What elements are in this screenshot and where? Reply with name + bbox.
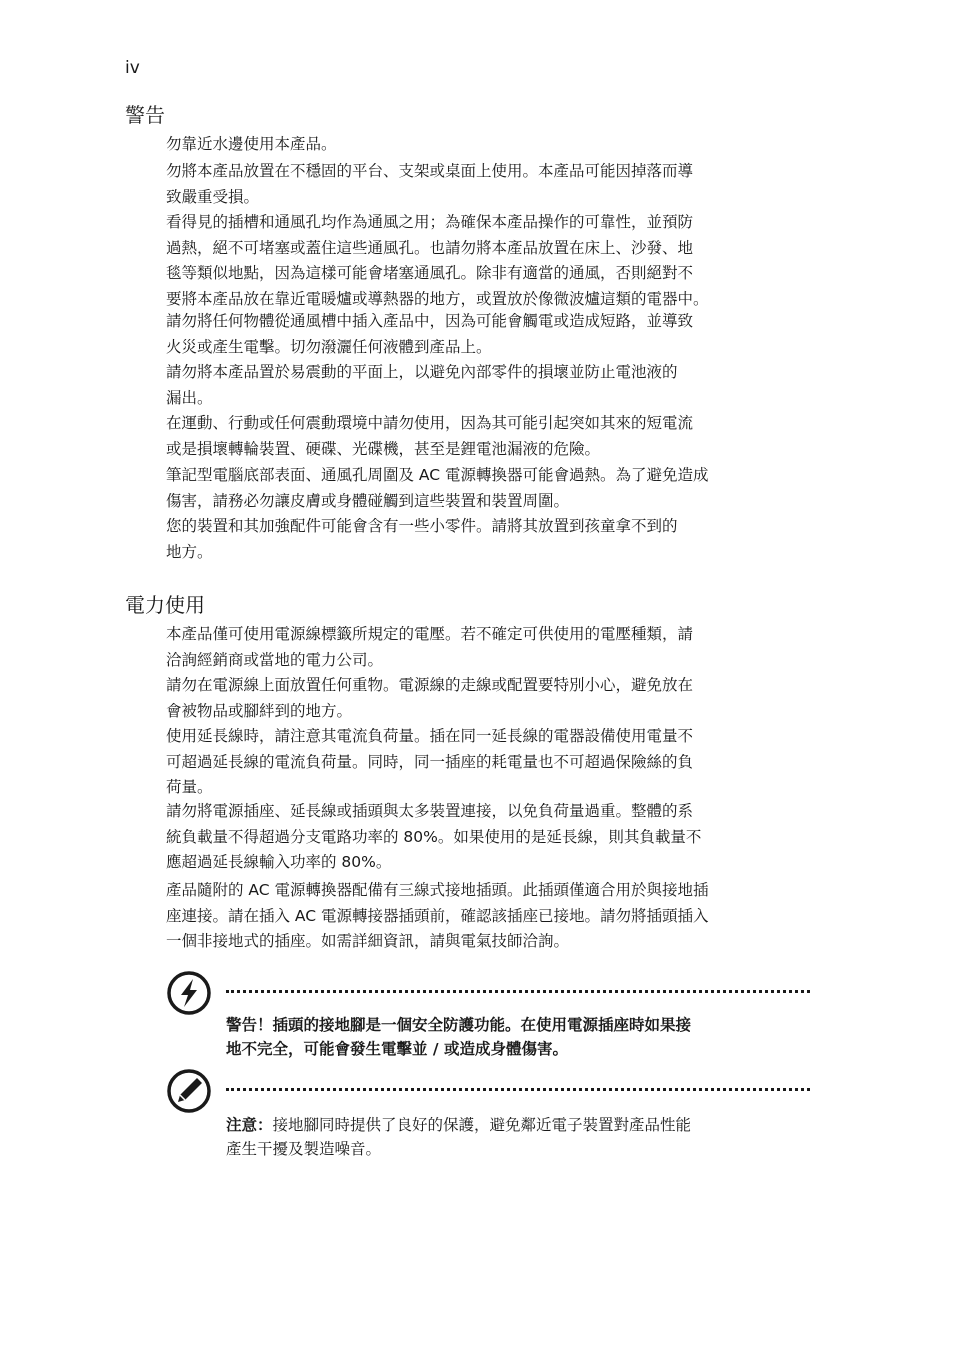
note-notice-text: 注意：接地腳同時提供了良好的保護，避免鄰近電子裝置對產品性能 產生干擾及製造噪音。 [226, 1116, 692, 1158]
power-paragraph-2: 請勿在電源線上面放置任何重物。電源線的走線或配置要特別小心，避免放在 會被物品或腳絆到的地方。 [166, 676, 694, 720]
warning-paragraph-2: 勿將本產品放置在不穩固的平台、支架或桌面上使用。本產品可能因掉落而導 致嚴重受損。 [166, 162, 694, 206]
warning-paragraph-8: 您的裝置和其加強配件可能會含有一些小零件。請將其放置到孩童拿不到的 地方。 [166, 517, 678, 561]
warning-paragraph-5: 請勿將本產品置於易震動的平面上，以避免內部零件的損壞並防止電池液的 漏出。 [166, 363, 678, 407]
note-divider [226, 1088, 810, 1091]
power-paragraph-5: 產品隨附的 AC 電源轉換器配備有三線式接地插頭。此插頭僅適合用於與接地插 座連接。請在插入 AC 電源轉接器插頭前，確認該插座已接地。請勿將插頭插入 一個非接地式的插座。如需詳細資訊，請與電氣技師洽詢。 [166, 881, 709, 950]
page-number: iv [125, 58, 140, 78]
power-heading: 電力使用 [125, 593, 205, 617]
power-paragraph-3: 使用延長線時，請注意其電流負荷量。插在同一延長線的電器設備使用電量不 可超過延長線的電流負荷量。同時，同一插座的耗電量也不可超過保險絲的負 荷量。 [166, 727, 694, 796]
lightning-icon [166, 970, 212, 1016]
warning-paragraph-7: 筆記型電腦底部表面、通風孔周圍及 AC 電源轉換器可能會過熱。為了避免造成 傷害，請務必勿讓皮膚或身體碰觸到這些裝置和裝置周圍。 [166, 466, 709, 510]
warning-heading: 警告 [125, 103, 165, 127]
warning-paragraph-1: 勿靠近水邊使用本產品。 [166, 135, 337, 153]
note-label: 注意： [226, 1116, 273, 1134]
warning-divider [226, 990, 810, 993]
warning-notice-text: 警告！插頭的接地腳是一個安全防護功能。在使用電源插座時如果接 地不完全，可能會發生電擊並 / 或造成身體傷害。 [226, 1016, 692, 1058]
warning-paragraph-3: 看得見的插槽和通風孔均作為通風之用；為確保本產品操作的可靠性，並預防 過熱，絕不可堵塞或蓋住這些通風孔。也請勿將本產品放置在床上、沙發、地 毯等類似地點，因為這樣可能會堵塞通風孔。除非有適當的通風，否則絕對不 要將本產品放在靠近電暖爐或導熱器的地方，或置放於像微波爐這類的電器中。 [166, 213, 709, 308]
power-paragraph-4: 請勿將電源插座、延長線或插頭與太多裝置連接，以免負荷量過重。整體的系 統負載量不得超過分支電路功率的 80%。如果使用的是延長線，則其負載量不 應超過延長線輸入功率的 80%。 [166, 802, 702, 871]
pencil-note-icon [166, 1068, 212, 1114]
warning-paragraph-6: 在運動、行動或任何震動環境中請勿使用，因為其可能引起突如其來的短電流 或是損壞轉輪裝置、硬碟、光碟機，甚至是鋰電池漏液的危險。 [166, 414, 694, 458]
warning-paragraph-4: 請勿將任何物體從通風槽中插入產品中，因為可能會觸電或造成短路，並導致 火災或產生電擊。切勿潑灑任何液體到產品上。 [166, 312, 694, 356]
power-paragraph-1: 本產品僅可使用電源線標籤所規定的電壓。若不確定可供使用的電壓種類，請 洽詢經銷商或當地的電力公司。 [166, 625, 694, 669]
